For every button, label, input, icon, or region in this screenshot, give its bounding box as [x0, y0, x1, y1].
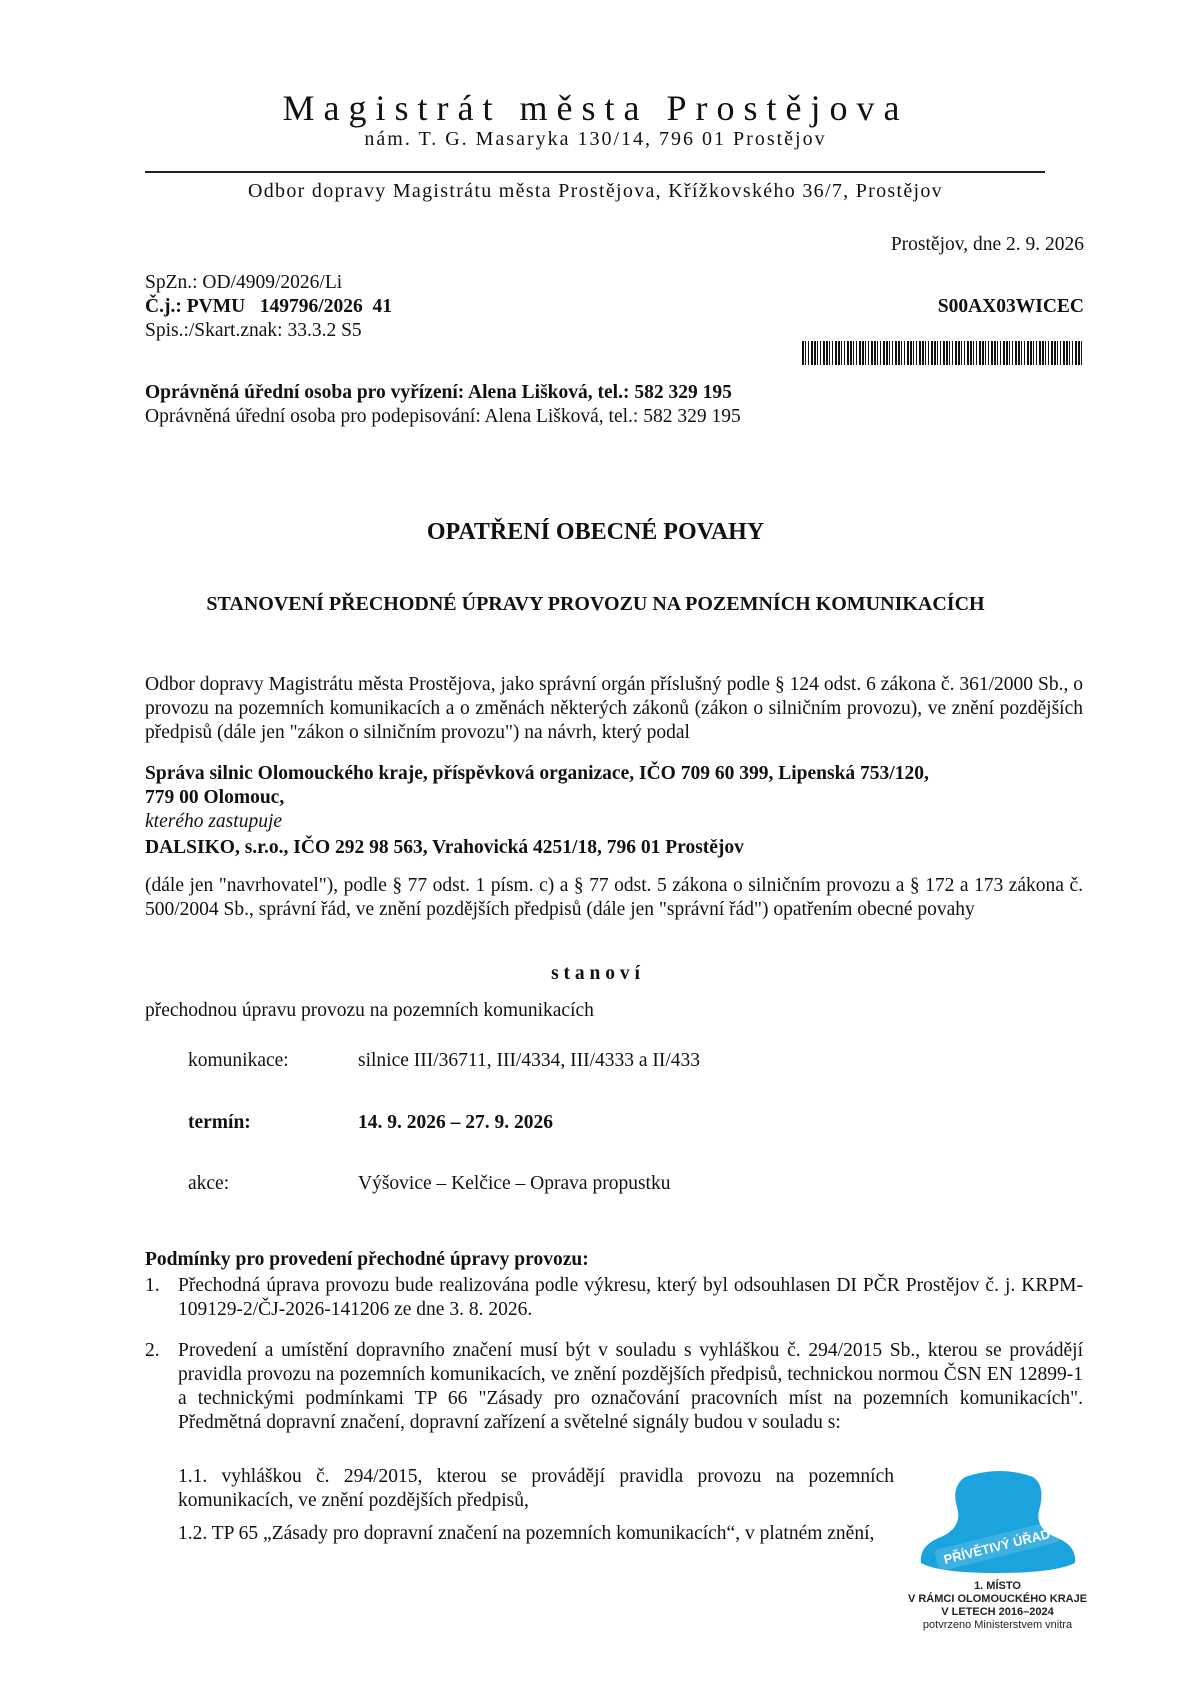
- document-date: Prostějov, dne 2. 9. 2026: [890, 234, 1084, 255]
- reference-number: Č.j.: PVMU 149796/2026 41: [145, 296, 392, 317]
- condition-item: [0, 1339, 1191, 1459]
- official-signing: Oprávněná úřední osoba pro podepisování: Alena Lišková, tel.: 582 329 195: [145, 406, 741, 427]
- intro-paragraph: Odbor dopravy Magistrátu města Prostějova, jako správní orgán příslušný podle § 124 odst. 6 zákona č. 361/2000 Sb., o provozu na pozemních komunikacích a o změnách některých zákonů (zákon o silničním provozu), ve znění pozdějších předpisů (dále jen "zákon o silničním provozu") na návrh, který podal: [145, 674, 1083, 743]
- conditions-heading: Podmínky pro provedení přechodné úpravy provozu:: [145, 1249, 589, 1270]
- sub-item: 1.2. TP 65 „Zásady pro dopravní značení na pozemních komunikacích“, v platném znění,: [178, 1523, 875, 1544]
- applicant-line-2: 779 00 Olomouc,: [145, 787, 285, 808]
- logo-line-2: V RÁMCI OLOMOUCKÉHO KRAJE: [907, 1593, 1088, 1605]
- detail-label-term: termín:: [188, 1112, 251, 1133]
- represented-by: kterého zastupuje: [145, 811, 283, 832]
- condition-number: 2.: [145, 1340, 160, 1361]
- decision-object: přechodnou úpravu provozu na pozemních komunikacích: [145, 1000, 594, 1021]
- sub-item: 1.1. vyhláškou č. 294/2015, kterou se provádějí pravidla provozu na pozemních komunikacích, ve znění pozdějších předpisů,: [178, 1466, 894, 1511]
- applicant-line-1: Správa silnic Olomouckého kraje, příspěvková organizace, IČO 709 60 399, Lipenská 753/120,: [145, 763, 929, 784]
- logo-line-1: 1. MÍSTO: [974, 1580, 1021, 1592]
- detail-value-action: Výšovice – Kelčice – Oprava propustku: [358, 1173, 671, 1194]
- condition-number: 1.: [145, 1275, 160, 1296]
- official-handling: Oprávněná úřední osoba pro vyřízení: Alena Lišková, tel.: 582 329 195: [145, 382, 732, 403]
- document-subtitle: STANOVENÍ PŘECHODNÉ ÚPRAVY PROVOZU NA POZEMNÍCH KOMUNIKACÍCH: [206, 593, 985, 615]
- header-divider: [145, 171, 1045, 173]
- decides-heading: s t a n o v í: [551, 963, 640, 984]
- stamp-icon: [905, 1467, 1090, 1575]
- condition-text: Provedení a umístění dopravního značení musí být v souladu s vyhláškou č. 294/2015 Sb., kterou se provádějí pravidla provozu na pozemních komunikacích, ve znění pozdějších předpisů, technickou normou ČSN EN 12899-1 a technickými podmínkami TP 66 "Zásady pro označování pracovních míst na pozemních komunikacích". Předmětná dopravní značení, dopravní zařízení a světelné signály budou v souladu s:: [178, 1340, 1083, 1433]
- file-shred-mark: Spis.:/Skart.znak: 33.3.2 S5: [145, 320, 362, 341]
- legal-basis-paragraph: (dále jen "navrhovatel"), podle § 77 odst. 1 písm. c) a § 77 odst. 5 zákona o silničním provozu a § 172 a 173 zákona č. 500/2004 Sb., správní řád, ve znění pozdějších předpisů (dále jen "správní řád") opatřením obecné povahy: [145, 875, 1083, 920]
- document-title: OPATŘENÍ OBECNÉ POVAHY: [426, 519, 765, 545]
- logo-badge: PŘÍVĚTIVÝ ÚŘAD: [942, 1526, 1052, 1567]
- detail-value-roads: silnice III/36711, III/4334, III/4333 a II/433: [358, 1050, 701, 1071]
- logo-line-4: potvrzeno Ministerstvem vnitra: [922, 1619, 1073, 1631]
- detail-label-roads: komunikace:: [188, 1050, 289, 1071]
- condition-item: [0, 1274, 1191, 1334]
- document-code: S00AX03WICEC: [937, 296, 1084, 317]
- representative: DALSIKO, s.r.o., IČO 292 98 563, Vrahovická 4251/18, 796 01 Prostějov: [145, 837, 744, 858]
- file-mark: SpZn.: OD/4909/2026/Li: [145, 272, 343, 293]
- detail-value-term: 14. 9. 2026 – 27. 9. 2026: [358, 1112, 553, 1133]
- condition-text: Přechodná úprava provozu bude realizována podle výkresu, který byl odsouhlasen DI PČR Prostějov č. j. KRPM-109129-2/ČJ-2026-141206 ze dne 3. 8. 2026.: [178, 1275, 1083, 1320]
- office-title: Magistrát města Prostějova: [282, 88, 909, 128]
- logo-line-3: V LETECH 2016–2024: [941, 1606, 1054, 1618]
- department-line: Odbor dopravy Magistrátu města Prostějova, Křížkovského 36/7, Prostějov: [248, 180, 943, 202]
- barcode: [802, 341, 1084, 365]
- office-address: nám. T. G. Masaryka 130/14, 796 01 Prostějov: [364, 128, 827, 150]
- friendly-office-award-logo: [905, 1467, 1090, 1632]
- detail-label-action: akce:: [188, 1173, 230, 1194]
